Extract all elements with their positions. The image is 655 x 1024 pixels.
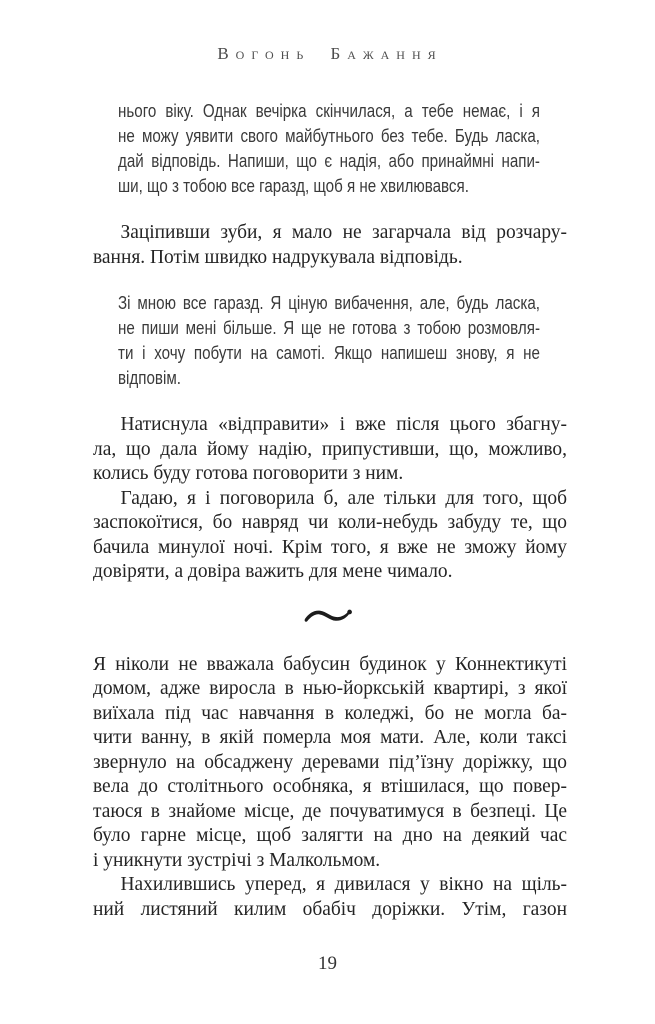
page-number: 19 [318,953,337,974]
text-line: ти і хочу побути на самоті. Якщо напишеш знову, я не [118,342,540,363]
text-line: бачила минулої ночі. Крім того, я вже не зможу йому [93,535,567,558]
text-column [93,64,567,921]
text-line: домом, адже виросла в нью-йоркській квартирі, з якої [93,677,567,699]
letter-excerpt-paragraph [118,98,540,198]
body-paragraph [93,872,567,921]
text-line: ши, що з тобою все гаразд, щоб я не хвилювався. [118,175,469,196]
text-line: вання. Потім швидко надрукувала відповідь. [93,245,463,268]
text-line: Зі мною все гаразд. Я ціную вибачення, але, будь ласка, [118,292,540,313]
text-line: відповім. [118,367,181,388]
text-line: таюся в знайоме місце, де почуватимуся в безпеці. Це [93,799,567,822]
body-paragraph [93,486,567,584]
body-paragraph [93,652,567,873]
scene-break-tilde-icon [302,603,358,627]
text-line: Нахилившись уперед, я дивилася у вікно на щіль- [120,873,567,895]
text-line: Заціпивши зуби, я мало не загарчала від розчару- [120,221,567,243]
text-line: і уникнути зустрічі з Малкольмом. [93,848,381,871]
text-line: нього віку. Однак вечірка скінчилася, а тебе немає, і я [118,100,540,121]
text-line: було гарне місце, щоб залягти на дно на деякий час [93,824,567,846]
body-paragraph [93,412,567,486]
text-line: не пиши мені більше. Я ще не готова з тобою розмовля- [118,317,540,338]
section-separator [93,600,567,630]
text-line: ний листяний килим обабіч доріжки. Утім, газон [93,897,567,920]
text-line: колись буду готова поговорити з ним. [93,462,404,484]
text-line: Я ніколи не вважала бабусин будинок у Коннектикуті [93,652,567,675]
text-line: довіряти, а довіра важить для мене чимало. [93,560,453,582]
text-line: вела до столітнього особняка, я втішилася, що повер- [93,775,567,797]
text-line: не можу уявити свого майбутнього без тебе. Будь ласка, [118,125,540,146]
text-line: дай відповідь. Напиши, що є надія, або принаймні напи- [118,150,540,171]
text-line: звернуло на обсаджену деревами під’їзну доріжку, що [93,750,567,773]
body-paragraph [93,220,567,269]
text-line: Гадаю, я і поговорила б, але тільки для того, щоб [120,486,567,509]
text-line: ла, що дала йому надію, припустивши, що, можливо, [93,437,567,460]
text-line: виїхала під час навчання в коледжі, бо не могла ба- [93,701,567,724]
running-head: Вогонь Бажання [217,44,443,63]
letter-excerpt-paragraph [118,290,540,390]
text-line: чити ванну, в якій померла моя мати. Але, коли таксі [93,726,567,748]
text-line: Натиснула «відправити» і вже після цього збагну- [120,413,567,435]
text-line: заспокоїтися, бо навряд чи коли-небудь забуду те, що [93,511,567,533]
